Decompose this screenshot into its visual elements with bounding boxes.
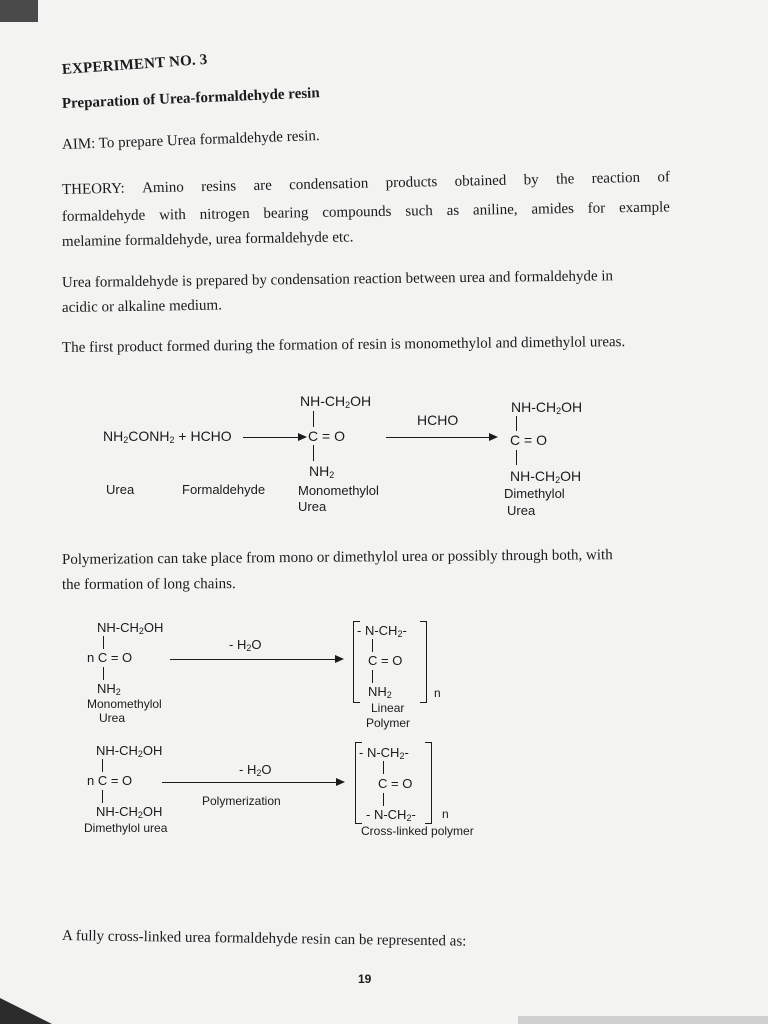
scan-edge-shadow (0, 0, 38, 22)
subscript: 2 (115, 687, 121, 697)
bond-line (383, 793, 384, 806)
label-monomethylol-urea: Urea (298, 499, 327, 514)
formula-part: CONH (128, 428, 170, 444)
bracket-right (420, 621, 427, 703)
aim-text: To prepare Urea formaldehyde resin. (98, 128, 320, 152)
word: are (253, 177, 272, 194)
subscript: 2 (169, 435, 175, 445)
scan-edge-shadow (0, 998, 52, 1024)
word: reaction (591, 169, 641, 187)
bracket-right (425, 742, 432, 824)
word: products (385, 174, 438, 192)
label-dimethylol-urea: Dimethylol urea (84, 821, 168, 835)
bond-line (516, 416, 517, 431)
bond-line (102, 759, 103, 772)
monomethylol-bottom-group (309, 463, 334, 480)
subscript: 2 (138, 626, 144, 636)
formula-part: NH (97, 681, 116, 696)
subscript: 2 (137, 810, 143, 820)
repeat-unit-carbonyl: C = O (368, 653, 403, 668)
reagent-label: HCHO (417, 412, 459, 428)
label-linear: Linear (371, 701, 405, 715)
bond-line (372, 670, 373, 683)
word: nitrogen (199, 206, 250, 223)
carbonyl-group: C = O (308, 428, 345, 444)
reactants (103, 428, 232, 445)
word: obtained (454, 172, 507, 190)
formula-part: NH-CH (96, 743, 138, 758)
bond-line (103, 667, 104, 680)
page-title: Preparation of Urea-formaldehyde resin (61, 85, 320, 112)
formula-part: - N-CH (359, 745, 400, 760)
monomer-bottom-group (96, 804, 162, 820)
formula-part: O (251, 637, 262, 652)
bond-line (103, 636, 104, 649)
cross-linked-paragraph: A fully cross-linked urea formaldehyde resin can be represented as: (61, 928, 467, 950)
formula-part: OH (560, 468, 582, 484)
condition-water-loss (239, 762, 271, 778)
word: as (446, 202, 460, 219)
formula-part: NH-CH (300, 393, 346, 409)
subscript: 2 (556, 406, 562, 416)
word: the (555, 171, 575, 188)
repeat-count: n (442, 807, 449, 821)
polymerization-paragraph-line-1: Polymerization can take place from mono or dimethylol urea or possibly through both, with (61, 547, 613, 568)
formula-part: - N-CH (366, 807, 407, 822)
subscript: 2 (137, 749, 143, 759)
repeat-unit-bottom (366, 807, 416, 823)
dimethylol-top-group (511, 399, 582, 416)
formula-part: OH (142, 804, 163, 819)
formula-part: OH (143, 620, 164, 635)
theory-line-1 (62, 169, 670, 199)
formula-part: OH (142, 743, 163, 758)
repeat-count: n (434, 686, 441, 700)
label-cross-linked-polymer: Cross-linked polymer (361, 824, 474, 838)
formula-part: NH-CH (511, 399, 557, 415)
carbonyl-group: C = O (510, 432, 547, 448)
label-urea: Urea (106, 482, 135, 497)
subscript: 2 (399, 751, 405, 761)
reaction-arrow (170, 659, 336, 660)
scan-edge-shadow (518, 1016, 768, 1024)
word: for (587, 200, 606, 217)
first-product-paragraph: The first product formed during the formation of resin is monomethylol and dimethylol ureas. (61, 334, 626, 356)
theory-label: THEORY: (61, 180, 125, 198)
subscript: 2 (345, 400, 351, 410)
label-polymer: Polymer (366, 716, 411, 730)
subscript: 2 (256, 768, 262, 778)
reaction-arrow (243, 437, 299, 438)
theory-line-2 (62, 199, 670, 226)
arrow-head (298, 433, 307, 441)
repeat-unit-top (357, 623, 407, 639)
aim-label: AIM: (61, 135, 96, 153)
word: with (159, 207, 186, 224)
word: aniline, (472, 201, 518, 219)
monomethylol-top-group (300, 393, 371, 410)
bond-line (313, 445, 314, 461)
condition-water-loss (229, 637, 261, 653)
subscript: 2 (329, 470, 335, 480)
formula-part: NH (309, 463, 330, 479)
bond-line (516, 450, 517, 465)
word: of (657, 169, 671, 186)
page-number: 19 (358, 972, 372, 986)
formula-part: - H (229, 637, 247, 652)
label-monomethylol: Monomethylol (87, 697, 162, 711)
urea-paragraph-line-1: Urea formaldehyde is prepared by condensation reaction between urea and formaldehyde in (61, 268, 614, 291)
formula-part: NH-CH (510, 468, 556, 484)
formula-part: - (411, 807, 416, 822)
formula-part: NH-CH (97, 620, 139, 635)
subscript: 2 (123, 435, 129, 445)
word: compounds (322, 203, 392, 221)
subscript: 2 (555, 475, 561, 485)
experiment-title: EXPERIMENT NO. 3 (61, 51, 209, 78)
arrow-head (489, 433, 498, 441)
label-monomethylol: Monomethylol (298, 483, 379, 498)
word: condensation (288, 175, 369, 194)
bond-line (313, 411, 314, 427)
monomer-bottom-group (97, 681, 121, 697)
formula-part: OH (561, 399, 583, 415)
label-dimethylol-urea: Urea (507, 503, 536, 518)
monomer-carbonyl: n C = O (87, 650, 133, 665)
word: resins (200, 178, 237, 196)
repeat-unit-bottom (368, 684, 392, 700)
monomer-top-group (96, 743, 162, 759)
formula-part: - (402, 623, 407, 638)
formula-part: NH (103, 428, 124, 444)
arrow-head (336, 778, 345, 786)
reaction-arrow (386, 437, 490, 438)
word: bearing (263, 205, 309, 222)
label-dimethylol: Dimethylol (504, 486, 565, 501)
word: formaldehyde (61, 207, 146, 225)
formula-part: OH (350, 393, 372, 409)
word: example (618, 199, 671, 217)
subscript: 2 (386, 690, 392, 700)
bond-line (102, 790, 103, 803)
arrow-head (335, 655, 344, 663)
subscript: 2 (406, 813, 412, 823)
word: by (523, 172, 539, 189)
label-urea: Urea (99, 711, 126, 725)
word: such (405, 203, 433, 220)
word: amides (531, 200, 575, 218)
formula-part: - N-CH (357, 623, 398, 638)
theory-line-3: melamine formaldehyde, urea formaldehyde etc. (61, 229, 354, 250)
label-formaldehyde: Formaldehyde (182, 482, 266, 497)
condition-polymerization: Polymerization (202, 794, 281, 808)
repeat-unit-carbonyl: C = O (378, 776, 413, 791)
subscript: 2 (246, 643, 252, 653)
monomer-carbonyl: n C = O (87, 773, 133, 788)
word: Amino (141, 179, 184, 197)
subscript: 2 (397, 629, 403, 639)
formula-part: - H (239, 762, 257, 777)
formula-part: NH-CH (96, 804, 138, 819)
dimethylol-bottom-group (510, 468, 581, 485)
polymerization-paragraph-line-2: the formation of long chains. (61, 576, 236, 593)
urea-paragraph-line-2: acidic or alkaline medium. (61, 297, 223, 316)
bond-line (383, 761, 384, 774)
reaction-arrow (162, 782, 337, 783)
formula-part: + HCHO (174, 428, 232, 444)
formula-part: O (261, 762, 272, 777)
formula-part: NH (368, 684, 387, 699)
repeat-unit-top (359, 745, 409, 761)
aim-line (62, 128, 320, 154)
monomer-top-group (97, 620, 163, 636)
bond-line (372, 639, 373, 652)
formula-part: - (404, 745, 409, 760)
